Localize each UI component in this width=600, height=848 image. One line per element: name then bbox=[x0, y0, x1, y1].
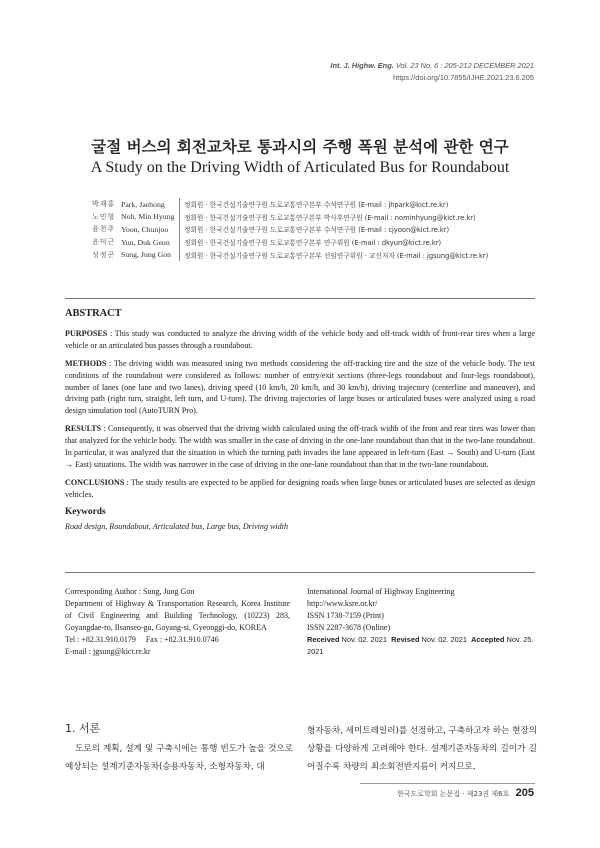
author-korean-name: 박재홍 bbox=[92, 200, 116, 209]
purposes-text: : This study was conducted to analyze the driving width of the vehicle body and off-track width of front-rear tires when a large vehicle or an articulated bus passes through a roundabout. bbox=[65, 328, 535, 350]
methods-label: METHODS bbox=[65, 358, 107, 368]
journal-website[interactable]: http://www.ksre.or.kr/ bbox=[307, 598, 378, 608]
journal-full-name: International Journal of Highway Engineering bbox=[307, 587, 455, 596]
conclusions-text: : The study results are expected to be applied for designing roads when large buses or articulated buses are selected as design vehicles. bbox=[65, 477, 535, 499]
journal-header bbox=[330, 60, 534, 84]
results-label: RESULTS bbox=[65, 424, 102, 434]
abstract-results bbox=[65, 423, 535, 471]
abstract-purposes bbox=[65, 328, 535, 352]
journal-citation bbox=[330, 60, 534, 72]
author-english-name: Park, Jaehong bbox=[121, 199, 165, 209]
conclusions-label: CONCLUSIONS bbox=[65, 477, 125, 487]
author-divider bbox=[179, 198, 180, 211]
author-row bbox=[92, 198, 488, 211]
author-korean-name: 윤덕근 bbox=[92, 238, 116, 247]
title-english: A Study on the Driving Width of Articulated Bus for Roundabout bbox=[90, 159, 510, 176]
author-phone: Tel : +82.31.910.0179 Fax : +82.31.910.0746 bbox=[65, 634, 219, 644]
author-divider bbox=[179, 211, 180, 224]
body-paragraph: 도로의 계획, 설계 및 구축시에는 통행 빈도가 높을 것으로 예상되는 설계기준자동차(승용자동차, 소형자동차, 대 bbox=[65, 744, 293, 772]
author-divider bbox=[179, 248, 180, 261]
purposes-label: PURPOSES bbox=[65, 328, 108, 338]
author-address: Department of Highway & Transportation Research, Korea Institute of Civil Engineering and Building Technology, (10223) 283, Goyangdae-ro, Ilsanseo-gu, Goyang-si, Gyeonggi-do, KOREA bbox=[65, 598, 290, 632]
journal-volume: Vol. 23 No. 6 : 205-212 DECEMBER 2021 bbox=[395, 61, 534, 70]
accepted-label: Accepted bbox=[471, 634, 505, 644]
author-affiliation: 정회원 · 한국건설기술연구원 도로교통연구본부 수석연구원 (E-mail : cjyoon@kict.re.kr) bbox=[184, 226, 450, 235]
author-divider bbox=[179, 223, 180, 236]
author-affiliation: 정회원 · 한국건설기술연구원 도로교통연구본부 연구위원 (E-mail : dkyun@kict.re.kr) bbox=[184, 239, 442, 248]
page-footer-rule bbox=[360, 783, 535, 784]
corresponding-author: Corresponding Author : Sung, Jung Gon bbox=[65, 587, 195, 596]
methods-text: : The driving width was measured using two methods considering the off-tracking tire and the size of the vehicle body. The test conditions of the roundabout were considered as follows: number of entry/exit sections (three-legs roundabout and four-legs roundabout), number of lanes (one lane and two lanes), driving speed (10 km/h, 20 km/h, and 30 km/h), driving trajectory (centerline and maneuver), and driving path (right turn, straight, left turn, and U-turn). The driving trajectories of large buses or articulated buses were analyzed using a road design simulation tool (AutoTURN Pro). bbox=[65, 358, 535, 416]
abstract-top-rule bbox=[65, 298, 535, 299]
page-number: 205 bbox=[515, 787, 534, 799]
results-text: : Consequently, it was observed that the driving width calculated using the off-track width of the front and rear tires was lower than that analyzed for the vehicle body. The width was smaller in the case of driving in the one-lane roundabout than that in the two-lane roundabout. In particular, it was analyzed that the situation in which the turning path invades the lane appeared in left-turn (East → South) and U-turn (East → East) situations. The width was narrower in the case of driving in the one-lane roundabout than that in the two-lane roundabout. bbox=[65, 424, 535, 469]
author-english-name: Noh, Min Hyung bbox=[121, 212, 175, 222]
author-korean-name: 성정곤 bbox=[92, 250, 116, 259]
doi-link[interactable]: https://doi.org/10.7855/IJHE.2021.23.6.205 bbox=[393, 73, 534, 82]
author-english-name: Yun, Duk Geun bbox=[121, 237, 170, 247]
journal-name: Int. J. Highw. Eng. bbox=[330, 61, 394, 70]
author-row bbox=[92, 223, 488, 236]
author-affiliation: 정회원 · 한국건설기술연구원 도로교통연구본부 선임연구위원 · 교신저자 (E-mail : jgsung@kict.re.kr) bbox=[184, 251, 489, 260]
author-row bbox=[92, 211, 488, 224]
body-paragraph: 형자동차, 세미트레일러)를 선정하고, 구축하고자 하는 현장의 상황을 다양하게 고려해야 한다. 설계기준자동차의 길이가 길어질수록 차량의 최소회전반지름이 커지므로, bbox=[307, 726, 538, 772]
publication-dates bbox=[307, 634, 537, 658]
keywords-heading: Keywords bbox=[65, 506, 106, 517]
author-affiliation: 정회원 · 한국건설기술연구원 도로교통연구본부 박사후연구원 (E-mail : nominhyung@kict.re.kr) bbox=[184, 213, 476, 222]
author-divider bbox=[179, 236, 180, 249]
received-label: Received bbox=[307, 634, 340, 644]
abstract-section bbox=[65, 308, 535, 533]
author-korean-name: 노민형 bbox=[92, 212, 116, 221]
body-column-right bbox=[307, 722, 537, 776]
revised-label: Revised bbox=[391, 634, 420, 644]
body-column-left bbox=[65, 740, 293, 776]
keywords-list: Road design, Roundabout, Articulated bus, Large bus, Driving width bbox=[65, 521, 289, 531]
title-korean: 굴절 버스의 회전교차로 통과시의 주행 폭원 분석에 관한 연구 bbox=[91, 138, 509, 156]
author-affiliation: 정회원 · 한국건설기술연구원 도로교통연구본부 수석연구원 (E-mail : jhpark@kict.re.kr) bbox=[184, 201, 449, 210]
abstract-heading: ABSTRACT bbox=[65, 308, 122, 319]
author-row bbox=[92, 248, 488, 261]
issn-online: ISSN 2287-3678 (Online) bbox=[307, 622, 391, 632]
received-date: Nov. 02. 2021 bbox=[341, 634, 388, 644]
footer-journal-korean: 한국도로학회 논문집 · 제23권 제6호 bbox=[397, 790, 510, 798]
page-footer bbox=[397, 787, 534, 799]
accepted-date: Nov. 25. 2021 bbox=[307, 634, 534, 656]
journal-info bbox=[307, 586, 537, 657]
author-row bbox=[92, 236, 488, 249]
author-list bbox=[92, 198, 488, 261]
revised-date: Nov. 02. 2021 bbox=[421, 634, 468, 644]
author-email[interactable]: E-mail : jgsung@kict.re.kr bbox=[65, 646, 151, 656]
issn-print: ISSN 1738-7159 (Print) bbox=[307, 610, 384, 620]
abstract-conclusions bbox=[65, 477, 535, 501]
section-title-introduction: 1. 서론 bbox=[65, 722, 101, 735]
corresponding-author-info bbox=[65, 586, 290, 657]
abstract-methods bbox=[65, 358, 535, 418]
abstract-bottom-rule bbox=[65, 572, 535, 573]
author-english-name: Sung, Jung Gon bbox=[121, 250, 172, 260]
author-korean-name: 윤천주 bbox=[92, 225, 116, 234]
author-english-name: Yoon, Chunjoo bbox=[121, 224, 169, 234]
